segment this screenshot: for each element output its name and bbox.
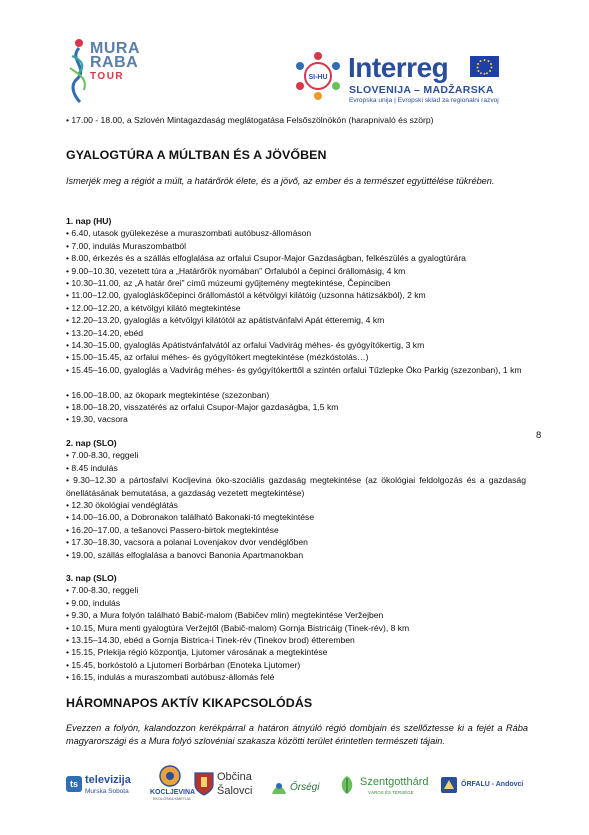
schedule-item: • 7.00-8.30, reggeli xyxy=(66,450,139,461)
interreg-brand: Interreg xyxy=(348,52,449,83)
szentgotthard-leaf-icon xyxy=(336,774,358,796)
orfalu-name: ŐRFALU - Andovci xyxy=(461,781,524,788)
schedule-item: • 13.15–14.30, ebéd a Gornja Bistrica-i Tinek-rév (Tinekov brod) étteremben xyxy=(66,635,355,645)
schedule-item: • 17.30–18.30, vacsora a polanai Lovenjakov dvor vendéglőben xyxy=(66,537,308,548)
schedule-item: • 8.00, érkezés és a szállás elfoglalása az orfalui Csupor-Major Gazdaságban, felkészülés a gyalogtúrára xyxy=(66,253,466,264)
section-title-active-holiday: HÁROMNAPOS AKTÍV KIKAPCSOLÓDÁS xyxy=(66,696,313,710)
logo-line-raba: RABA xyxy=(90,54,139,71)
kocljevina-emblem-icon xyxy=(159,764,181,788)
mura-raba-tour-wordmark xyxy=(90,42,140,84)
coat-of-arms-icon xyxy=(194,772,214,796)
kocljevina-logo xyxy=(150,764,196,806)
schedule-item: • 14.00–16.00, a Dobronakon található Bakonaki-tó megtekintése xyxy=(66,512,315,523)
szentgotthard-name: Szentgotthárd xyxy=(360,776,429,788)
televizija-murska-sobota-logo xyxy=(66,764,146,806)
page-number: 8 xyxy=(536,430,542,441)
section-intro-active-holiday: Evezzen a folyón, kalandozzon kerékpárral a határon átnyúló régió dombjain és szellőztesse ki a fejét a Rába magyarországi és a Mura folyó szlovéniai szakasza közötti terület érintetlen természeti tájain. xyxy=(66,723,528,746)
televizija-name: televizija xyxy=(85,774,131,786)
televizija-sub: Murska Sobota xyxy=(85,788,129,795)
schedule-item: • 9.00–10.30, vezetett túra a „Határőrök nyomában” Orfaluból a čepinci őrállomásig, 4 km xyxy=(66,265,406,276)
interreg-circle-icon xyxy=(292,50,344,102)
schedule-item: • 15.00–15.45, az orfalui méhes- és gyógyítókert megtekintése (mézkóstolás…) xyxy=(66,352,369,363)
orseg-wordmark: Őrségi xyxy=(290,782,320,793)
interreg-badge-text: SI-HU xyxy=(308,74,328,81)
eu-flag-icon xyxy=(470,56,499,77)
schedule-item: • 16.00–18.00, az ökopark megtekintése (szezonban) xyxy=(66,389,270,400)
schedule-item: • 12.20–13.20, gyaloglás a kétvölgyi kilátótól az apátistvánfalvi Apát étteremig, 4 km xyxy=(66,315,385,326)
schedule-item-previous-page: • 17.00 - 18.00, a Szlovén Mintagazdaság meglátogatása Felsőszölnökön (harapnivaló és szörp) xyxy=(66,115,434,125)
interreg-country: SLOVENIJA – MADŽARSKA xyxy=(349,84,494,96)
tv-badge-icon: ts xyxy=(66,776,82,792)
orfalu-emblem-icon xyxy=(440,776,458,794)
schedule-item: • 13.20–14.20, ebéd xyxy=(66,327,144,338)
schedule-item: • 9.30, a Mura folyón található Babič-malom (Babičev mlin) megtekintése Veržejben xyxy=(66,610,384,621)
schedule-item: • 19.00, szállás elfoglalása a banovci Banonia Apartmanokban xyxy=(66,549,304,560)
szentgotthard-sub: VÁROS ÉS TÉRSÉGE xyxy=(368,790,414,795)
schedule-item: • 7.00-8.30, reggeli xyxy=(66,585,139,596)
day2-title: 2. nap (SLO) xyxy=(66,438,117,448)
salovci-line2: Šalovci xyxy=(217,785,253,797)
kocljevina-sub: EKOLOŠKA KMETIJA xyxy=(153,797,191,801)
schedule-item: • 16.20–17.00, a tešanovci Passero-birtok megtekintése xyxy=(66,524,279,535)
logo-line-tour: TOUR xyxy=(90,71,125,82)
schedule-item: • 6.40, utasok gyülekezése a muraszombati autóbusz-állomáson xyxy=(66,228,312,239)
orseg-logo xyxy=(270,764,330,806)
swimmer-figure-icon xyxy=(66,38,92,104)
schedule-item: • 16.15, indulás a muraszombati autóbusz-állomás felé xyxy=(66,672,275,683)
section-intro-walking-tour: Ismerjék meg a régiót a múlt, a határőrök élete, és a jövő, az ember és a természet együttélése tükrében. xyxy=(66,176,495,186)
orfalu-andovci-logo xyxy=(440,764,540,806)
mura-raba-tour-logo xyxy=(66,38,144,104)
obcina-salovci-logo xyxy=(194,764,258,806)
schedule-item: • 10.30–11.00, az „A határ őrei” című múzeumi gyűjtemény megtekintése, Čepinciben xyxy=(66,278,391,288)
schedule-item: • 15.45–16.00, gyaloglás a Vadvirág méhes- és gyógyítókerttől a szintén orfalui Tűzlepke Öko Parkig (szezonban), 1 km xyxy=(66,364,522,375)
schedule-item: • 11.00–12.00, gyalogláskőčepinci őrállomástól a kétvölgyi kilátóig (uzsonna hátizsákból), 2 km xyxy=(66,290,426,301)
schedule-item: • 18.00–18.20, visszatérés az orfalui Csupor-Major gazdaságba, 1,5 km xyxy=(66,402,339,412)
schedule-item: • 15.45, borkóstoló a Ljutomeri Borbárban (Enoteka Ljutomer) xyxy=(66,659,301,670)
schedule-item: • 15.15, Prlekija régió központja, Ljutomer városának a megtekintése xyxy=(66,647,328,658)
salovci-line1: Občina xyxy=(217,771,252,783)
day3-title: 3. nap (SLO) xyxy=(66,573,117,583)
schedule-item: • 9.30–12.30 a pártosfalvi Kocljevina öko-szociális gazdaság megtekintése (az ökológiai feldolgozás és a gazdaság önellátásának bemutatása, a gazdaság vezetett megtekintése) xyxy=(66,475,526,498)
kocljevina-name: KOCLJEVINA xyxy=(150,789,196,796)
schedule-item: • 19.30, vacsora xyxy=(66,414,128,425)
schedule-item: • 14.30–15.00, gyaloglás Apátistvánfalvától az orfalui Vadvirág méhes- és gyógyítókertig, 3 km xyxy=(66,340,425,350)
szentgotthard-logo xyxy=(336,764,436,806)
section-title-walking-tour: GYALOGTÚRA A MÚLTBAN ÉS A JÖVŐBEN xyxy=(66,148,327,162)
orseg-emblem-icon xyxy=(270,780,288,798)
interreg-fund: Evropska unija | Evropski sklad za regionalni razvoj xyxy=(349,97,499,104)
logo-line-mura: MURA xyxy=(90,40,140,57)
schedule-item: • 7.00, indulás Muraszombatból xyxy=(66,240,187,251)
schedule-item: • 10.15, Mura menti gyalogtúra Veržejtől (Babič-malom) Gornja Bistricáig (Tinek-rév), 8 km xyxy=(66,622,410,633)
day1-title: 1. nap (HU) xyxy=(66,216,112,226)
schedule-item: • 8.45 indulás xyxy=(66,462,118,473)
schedule-item: • 12.00–12.20, a kétvölgyi kilátó megtekintése xyxy=(66,302,241,313)
schedule-item: • 12.30 ökológiai vendéglátás xyxy=(66,500,178,510)
schedule-item: • 9.00, indulás xyxy=(66,597,121,608)
interreg-logo xyxy=(292,44,504,110)
